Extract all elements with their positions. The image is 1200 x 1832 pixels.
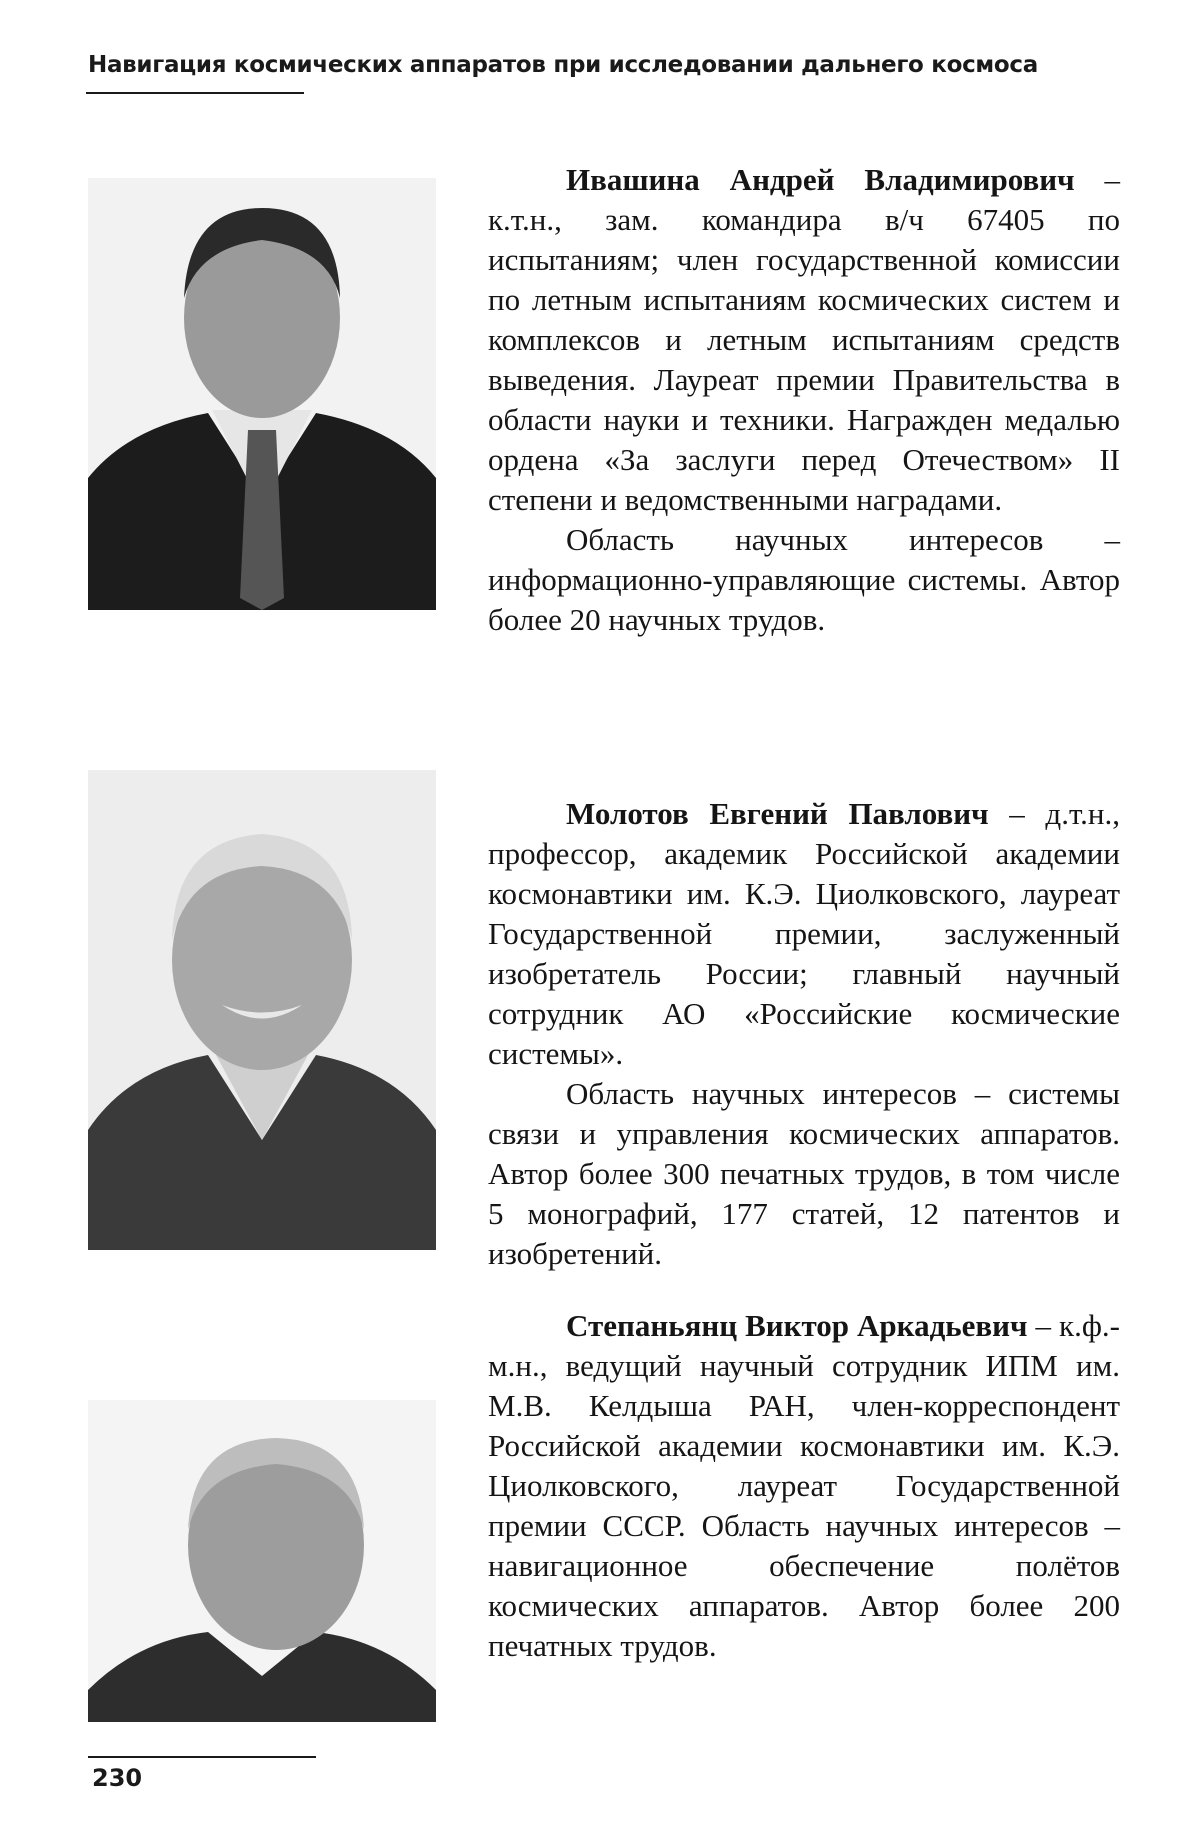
- header-rule: [86, 92, 304, 94]
- portrait-photo-ivashina: [88, 178, 436, 610]
- bio-ivashina: [488, 160, 1120, 640]
- bio-intro-text: д.т.н., профессор, академик Российской академии космонавтики им. К.Э. Циолковского, лауреат Государственной премии, заслуженный изобретатель России; главный научный сотрудник АО «Российские космические системы».: [488, 796, 1121, 1071]
- bio-interests-paragraph: Область научных интересов – информационно-управляющие системы. Автор более 20 научных трудов.: [488, 522, 1120, 637]
- name-dash: –: [988, 796, 1046, 831]
- person-name: Степаньянц Виктор Аркадьевич: [566, 1308, 1028, 1343]
- bio-interests-paragraph: Область научных интересов – системы связи и управления космических аппаратов. Автор более 300 печатных трудов, в том числе 5 монографий, 177 статей, 12 патентов и изобретений.: [488, 1076, 1120, 1271]
- page-number: 230: [92, 1764, 143, 1792]
- bio-intro-paragraph: [488, 794, 1120, 1074]
- name-dash: –: [1074, 162, 1120, 197]
- bio-molotov: [488, 794, 1120, 1274]
- running-header: Навигация космических аппаратов при исследовании дальнего космоса: [88, 52, 1038, 78]
- portrait-photo-icon: [88, 178, 436, 610]
- portrait-photo-icon: [88, 770, 436, 1250]
- bio-stepanyants: [488, 1306, 1120, 1666]
- portrait-photo-icon: [88, 1400, 436, 1722]
- person-name: Ивашина Андрей Владимирович: [566, 162, 1075, 197]
- name-dash: –: [1027, 1308, 1060, 1343]
- bio-intro-text: к.т.н., зам. командира в/ч 67405 по испытаниям; член государственной комиссии по летным испытаниям космических систем и комплексов и летным испытаниям средств выведения. Лауреат премии Правительства в области науки и техники. Награжден медалью ордена «За заслуги перед Отечеством» II степени и ведомственными наградами.: [488, 202, 1120, 517]
- bio-intro-paragraph: [488, 160, 1120, 520]
- person-name: Молотов Евгений Павлович: [566, 796, 989, 831]
- portrait-photo-molotov: [88, 770, 436, 1250]
- bio-intro-paragraph: [488, 1306, 1120, 1666]
- footer-rule: [88, 1756, 316, 1758]
- bio-intro-text: к.ф.-м.н., ведущий научный сотрудник ИПМ им. М.В. Келдыша РАН, член-корреспондент Российской академии космонавтики им. К.Э. Циолковского, лауреат Государственной премии СССР. Область научных интересов – навигационное обеспечение полётов космических аппаратов. Автор более 200 печатных трудов.: [488, 1308, 1120, 1663]
- portrait-photo-stepanyants: [88, 1400, 436, 1722]
